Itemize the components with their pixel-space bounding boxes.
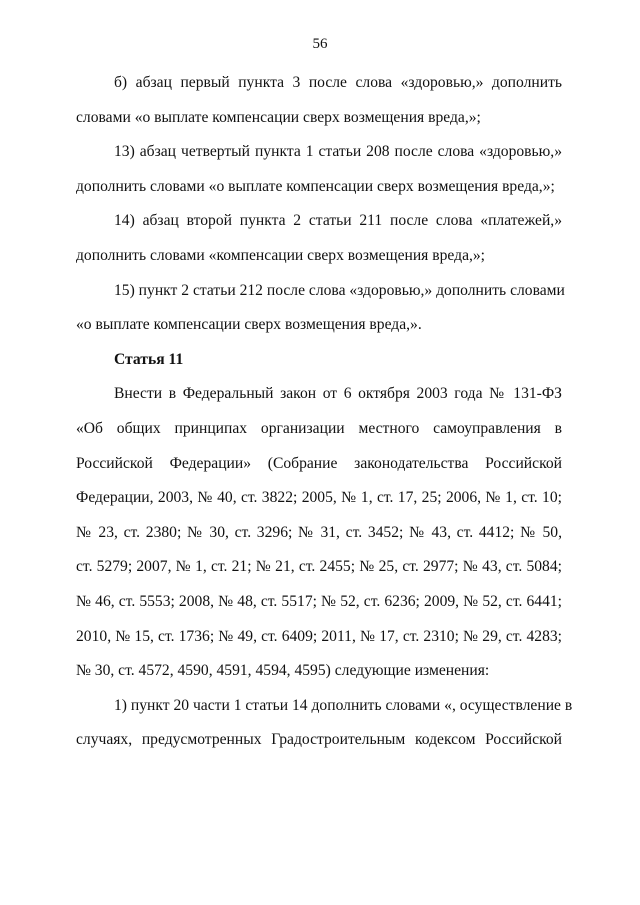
text-line: «Об общих принципах организации местного самоуправления в — [76, 419, 562, 437]
paragraph-amendment-13 — [76, 135, 562, 204]
paragraph-amendment-b — [76, 66, 562, 135]
text-line: 15) пункт 2 статьи 212 после слова «здоровью,» дополнить словами — [114, 281, 565, 299]
text-line: словами «о выплате компенсации сверх возмещения вреда,»; — [76, 108, 481, 126]
text-line: 13) абзац четвертый пункта 1 статьи 208 после слова «здоровью,» — [114, 143, 562, 161]
text-line: ст. 5279; 2007, № 1, ст. 21; № 21, ст. 2455; № 25, ст. 2977; № 43, ст. 5084; — [76, 558, 562, 576]
text-line: Федерации, 2003, № 40, ст. 3822; 2005, № 1, ст. 17, 25; 2006, № 1, ст. 10; — [76, 489, 562, 507]
text-line: «о выплате компенсации сверх возмещения вреда,». — [76, 316, 422, 334]
document-body — [76, 66, 573, 758]
page-number: 56 — [312, 36, 328, 52]
text-line: 2010, № 15, ст. 1736; № 49, ст. 6409; 2011, № 17, ст. 2310; № 29, ст. 4283; — [76, 627, 562, 645]
paragraph-amendment-14 — [76, 204, 562, 273]
text-line: Российской Федерации» (Собрание законодательства Российской — [76, 454, 562, 472]
text-line: случаях, предусмотренных Градостроительным кодексом Российской — [76, 731, 562, 749]
article-heading: Статья 11 — [114, 350, 184, 368]
text-line: дополнить словами «компенсации сверх возмещения вреда,»; — [76, 246, 486, 264]
text-line: 14) абзац второй пункта 2 статьи 211 после слова «платежей,» — [114, 212, 562, 230]
text-line: № 30, ст. 4572, 4590, 4591, 4594, 4595) следующие изменения: — [76, 662, 490, 680]
text-line: Внести в Федеральный закон от 6 октября 2003 года № 131-ФЗ — [114, 385, 562, 403]
text-line: № 46, ст. 5553; 2008, № 48, ст. 5517; № 52, ст. 6236; 2009, № 52, ст. 6441; — [76, 592, 562, 610]
text-line: № 23, ст. 2380; № 30, ст. 3296; № 31, ст. 3452; № 43, ст. 4412; № 50, — [76, 523, 562, 541]
text-line: дополнить словами «о выплате компенсации сверх возмещения вреда,»; — [76, 177, 555, 195]
text-line: 1) пункт 20 части 1 статьи 14 дополнить словами «, осуществление в — [114, 696, 573, 714]
paragraph-article-intro — [76, 377, 562, 688]
text-line: б) абзац первый пункта 3 после слова «здоровью,» дополнить — [114, 74, 562, 91]
paragraph-amendment-15 — [76, 274, 565, 343]
paragraph-item-1 — [76, 689, 573, 758]
